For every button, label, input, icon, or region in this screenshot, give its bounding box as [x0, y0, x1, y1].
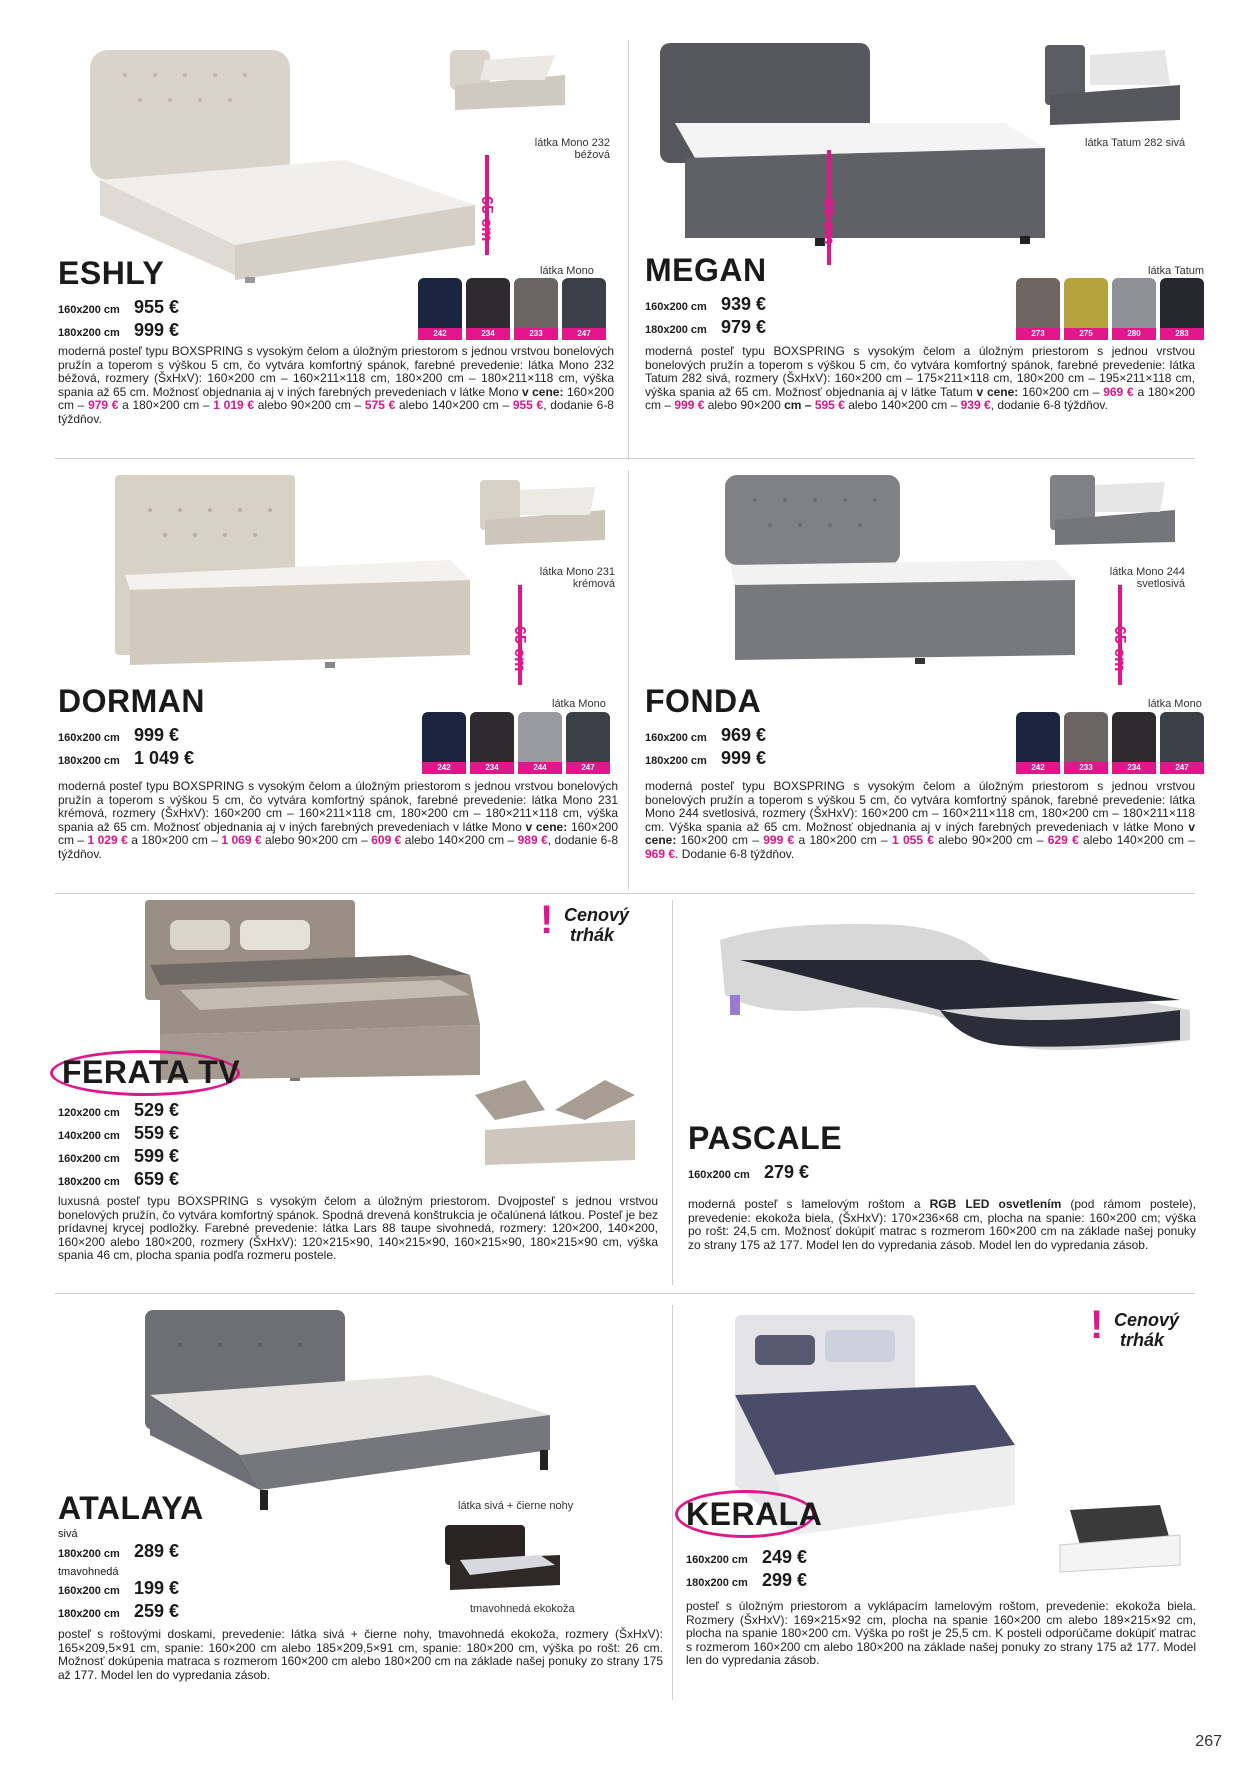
price-row: 160x200 cm 999 €	[58, 725, 180, 745]
price-row: 140x200 cm 559 €	[58, 1123, 180, 1143]
product-title: KERALA	[686, 1496, 823, 1532]
product-title: DORMAN	[58, 683, 205, 719]
megan-storage-image	[1040, 40, 1190, 130]
fabric-label: látka sivá + čierne nohy	[458, 1500, 574, 1512]
product-title: PASCALE	[688, 1120, 843, 1156]
divider	[55, 893, 1195, 894]
swatch-list	[1016, 278, 1204, 340]
atalaya-dark-image	[440, 1520, 570, 1600]
pascale-bed-image	[700, 900, 1200, 1100]
swatch[interactable]: 273	[1016, 278, 1060, 340]
badge-cenovy-trhak	[1090, 1305, 1200, 1365]
exclamation-icon: !	[540, 898, 554, 942]
price-row: 180x200 cm 259 €	[58, 1601, 180, 1621]
swatch[interactable]: 234	[470, 712, 514, 774]
badge-cenovy-trhak	[540, 900, 660, 960]
swatch[interactable]: 247	[1160, 712, 1204, 774]
price-list	[58, 1100, 179, 1192]
eshly-storage-image	[445, 45, 575, 115]
variant-label: sivá	[58, 1528, 78, 1540]
product-title: FERATA TV	[62, 1054, 241, 1090]
product-description: moderná posteľ typu BOXSPRING s vysokým čelom a úložným priestorom s jednou vrstvou bonelových pružín a toperom s výškou 5 cm, čo vytvára komfortný spánok, farebné prevedenie: látka Mono 231 krémová, rozmery (ŠxHxV): 160×200 cm – 160×211×118 cm, 180×200 cm – 180×211×118 cm, výška spania až 65 cm. Možnosť objednania aj v iných farebných prevedeniach v látke Mono v cene: 160×200 cm – 1 029 € a 180×200 cm – 1 069 € alebo 90×200 cm – 609 € alebo 140×200 cm – 989 €, dodanie 6-8 týždňov.	[58, 779, 619, 861]
price-list	[688, 1162, 809, 1185]
fonda-bed-image	[715, 470, 1085, 680]
swatch[interactable]: 242	[1016, 712, 1060, 774]
divider	[628, 40, 629, 460]
product-description: moderná posteľ typu BOXSPRING s vysokým čelom a úložným priestorom s jednou vrstvou bonelových pružín a toperom s výškou 5 cm, čo vytvára komfortný spánok, farebné prevedenie: látka Tatum 282 sivá, rozmery (ŠxHxV): 160×200 cm – 175×211×118 cm, 180×200 cm – 195×211×118 cm, výška spania až 65 cm. Možnosť objednania aj v látke Tatum v cene: 160×200 cm – 969 € a 180×200 cm – 999 € alebo 90×200 cm – 595 € alebo 140×200 cm – 939 €, dodanie 6-8 týždňov.	[645, 344, 1196, 413]
swatch-list	[1016, 712, 1204, 774]
swatch[interactable]: 247	[566, 712, 610, 774]
price-row: 160x200 cm 279 €	[688, 1162, 810, 1182]
divider	[55, 1293, 1195, 1294]
badge-line2: trhák	[570, 925, 615, 945]
height-indicator	[475, 155, 515, 255]
swatch[interactable]: 233	[514, 278, 558, 340]
height-indicator	[508, 585, 548, 685]
height-label: 65 cm	[511, 626, 528, 672]
product-description: posteľ s roštovými doskami, prevedenie: látka sivá + čierne nohy, tmavohnedá ekokoža, rozmery (ŠxHxV): 165×209,5×91 cm, spanie: 160×200 cm alebo 185×209,5×91 cm, spanie: 180×200 cm, výška po rošt: 26 cm. Možnosť dokúpenia matraca s rozmerom 160×200 cm alebo 180×200 cm na základe našej ponuky zo strany 175 až 177. Model len do vypredania zásob.	[58, 1627, 663, 1682]
swatch[interactable]: 234	[1112, 712, 1156, 774]
fabric-label: látka Mono 231 krémová	[539, 566, 615, 590]
product-description: luxusná posteľ typu BOXSPRING s vysokým čelom a úložným priestorom. Dvojposteľ s jednou vrstvou bonelových pružín, čo vytvára komfortný spánok. Spodná drevená konštrukcia je očalúnená látkou. Posteľ je bez prídavnej krycej podložky. Farebné prevedenie: látka Lars 88 taupe sivohnedá, rozmery: 120×200, 140×200, 160×200 alebo 180×200, rozmery (ŠxHxV): 120×215×90, 140×215×90, 160×215×90, 180×215×90 cm, výška spania 46 cm, plocha spania podľa rozmeru postele.	[58, 1194, 658, 1263]
exclamation-icon: !	[1090, 1303, 1104, 1347]
price-list	[645, 725, 766, 771]
fabric-label: látka Tatum 282 sivá	[1085, 137, 1186, 149]
variant-label: tmavohnedá	[58, 1566, 119, 1578]
kerala-storage-image	[1050, 1500, 1190, 1580]
swatch-list	[418, 278, 606, 340]
product-title: FONDA	[645, 683, 762, 719]
price-row: 160x200 cm 969 €	[645, 725, 767, 745]
product-title: ATALAYA	[58, 1490, 204, 1526]
fonda-storage-image	[1045, 470, 1185, 550]
eshly-bed-image	[85, 45, 485, 285]
badge-line1: Cenový	[564, 905, 630, 925]
product-title: ESHLY	[58, 255, 165, 291]
swatch-label: látka Mono	[540, 265, 594, 277]
swatch[interactable]: 233	[1064, 712, 1108, 774]
product-title: MEGAN	[645, 252, 767, 288]
height-indicator	[1108, 585, 1148, 685]
swatch[interactable]: 242	[422, 712, 466, 774]
ferata-storage-image	[465, 1075, 645, 1175]
swatch[interactable]: 280	[1112, 278, 1156, 340]
page-number: 267	[1195, 1733, 1222, 1750]
price-row: 180x200 cm 999 €	[58, 320, 180, 340]
product-description: posteľ s úložným priestorom a vyklápacím lamelovým roštom, prevedenie: ekokoža biela. Rozmery (ŠxHxV): 169×215×92 cm, plocha na spanie 160×200 cm alebo 189×215×92 cm, plocha na spanie 180×200 cm. Výška po rošt je 25,5 cm. K posteli odporúčame dokúpiť matrac s rozmerom 160×200 cm alebo 180×200 na základe našej ponuky zo strany 175 až 177. Model len do vypredania zásob.	[686, 1599, 1196, 1668]
fabric-label: látka Mono 244 svetlosivá	[1109, 566, 1185, 590]
price-list	[58, 297, 179, 343]
product-description: moderná posteľ s lamelovým roštom a RGB LED osvetlením (pod rámom postele), prevedenie: ekokoža biela, (ŠxHxV): 170×236×68 cm, plocha na spanie: 160×200 cm; výška po rošt: 24,5 cm. Možnosť dokúpiť matrac s rozmerom 160×200 cm na základe našej ponuky zo strany 175 až 177. Model len do vypredania zásob. Model len do vypredania zásob.	[688, 1197, 1196, 1252]
price-list	[686, 1547, 807, 1593]
price-row: 160x200 cm 939 €	[645, 294, 767, 314]
swatch[interactable]: 234	[466, 278, 510, 340]
swatch[interactable]: 283	[1160, 278, 1204, 340]
swatch[interactable]: 242	[418, 278, 462, 340]
badge-line1: Cenový	[1114, 1310, 1180, 1330]
price-list	[58, 725, 194, 771]
divider	[628, 470, 629, 890]
price-list	[58, 1578, 179, 1624]
price-row: 180x200 cm 289 €	[58, 1541, 180, 1561]
height-label: 65 cm	[1111, 626, 1128, 672]
divider	[55, 458, 1195, 459]
fabric-label: látka Mono 232 béžová	[534, 137, 610, 161]
height-label: 65 cm	[478, 196, 495, 242]
fabric-label-dark: tmavohnedá ekokoža	[470, 1603, 575, 1615]
price-row: 160x200 cm 249 €	[686, 1547, 808, 1567]
price-row: 180x200 cm 659 €	[58, 1169, 180, 1189]
price-list	[58, 1541, 179, 1564]
price-row: 180x200 cm 1 049 €	[58, 748, 195, 768]
price-row: 160x200 cm 199 €	[58, 1578, 180, 1598]
swatch-label: látka Mono	[552, 698, 606, 710]
price-row: 120x200 cm 529 €	[58, 1100, 180, 1120]
swatch[interactable]: 247	[562, 278, 606, 340]
price-row: 180x200 cm 979 €	[645, 317, 767, 337]
height-label: 65 cm	[820, 198, 837, 244]
product-description: moderná posteľ typu BOXSPRING s vysokým čelom a úložným priestorom s jednou vrstvou bonelových pružín a toperom s výškou 5 cm, čo vytvára komfortný spánok, farebné prevedenie: látka Mono 232 béžová, rozmery (ŠxHxV): 160×200 cm – 160×211×118 cm, 180×200 cm – 180×211×118 cm, výška spania až 65 cm. Možnosť objednania aj v iných farebných prevedeniach v látke Mono v cene: 160×200 cm – 979 € a 180×200 cm – 1 019 € alebo 90×200 cm – 575 € alebo 140×200 cm – 955 €, dodanie 6-8 týždňov.	[58, 344, 615, 426]
price-list	[645, 294, 766, 340]
dorman-storage-image	[475, 475, 615, 550]
badge-line2: trhák	[1120, 1330, 1165, 1350]
swatch-label: látka Mono	[1148, 698, 1202, 710]
price-row: 160x200 cm 955 €	[58, 297, 180, 317]
divider	[672, 1305, 673, 1700]
price-row: 160x200 cm 599 €	[58, 1146, 180, 1166]
price-row: 180x200 cm 299 €	[686, 1570, 808, 1590]
swatch[interactable]: 275	[1064, 278, 1108, 340]
product-description: moderná posteľ typu BOXSPRING s vysokým čelom a úložným priestorom s jednou vrstvou bonelových pružín a toperom s výškou 5 cm, čo vytvára komfortný spánok, farebné prevedenie: látka Mono 244 svetlosivá, rozmery (ŠxHxV): 160×200 cm – 160×211×118 cm, 180×200 cm – 180×211×118 cm. Výška spania až 65 cm. Možnosť objednania aj v iných farebných prevedeniach v látke Mono v cene: 160×200 cm – 999 € a 180×200 cm – 1 055 € alebo 90×200 cm – 629 € alebo 140×200 cm – 969 €. Dodanie 6-8 týždňov.	[645, 779, 1195, 861]
height-indicator	[817, 150, 857, 265]
divider	[672, 900, 673, 1285]
swatch-list	[422, 712, 610, 774]
dorman-bed-image	[110, 470, 480, 700]
swatch[interactable]: 244	[518, 712, 562, 774]
swatch-label: látka Tatum	[1148, 265, 1205, 277]
price-row: 180x200 cm 999 €	[645, 748, 767, 768]
